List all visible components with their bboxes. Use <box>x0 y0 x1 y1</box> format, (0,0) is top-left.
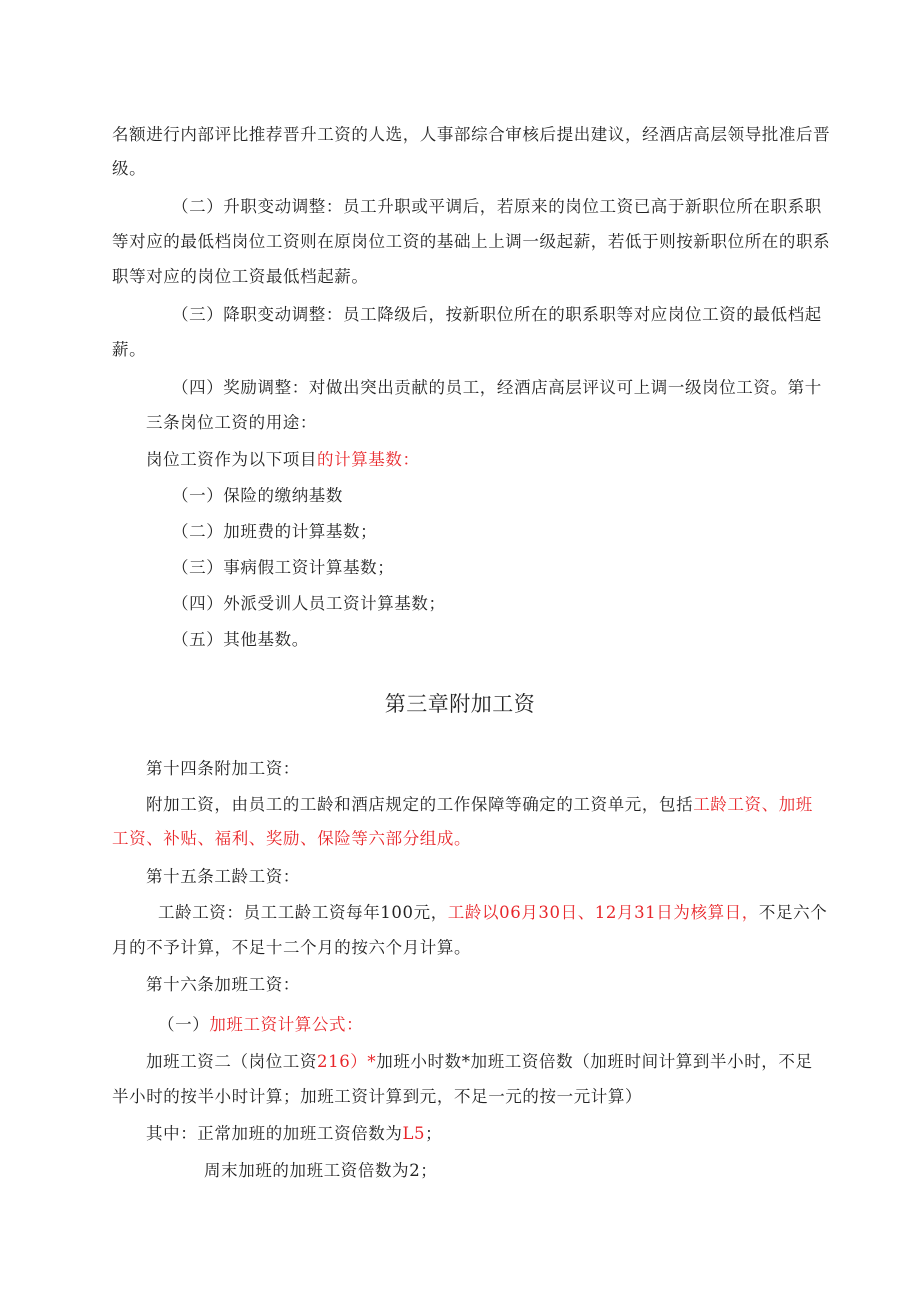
paragraph-line: 级。 <box>112 159 147 178</box>
paragraph-line: 等对应的最低档岗位工资则在原岗位工资的基础上上调一级起薪，若低于则按新职位所在的职系 <box>112 232 831 251</box>
text-normal: （一） <box>158 1015 210 1034</box>
text-normal: 不足六个 <box>758 903 828 922</box>
article-title: 第十六条加班工资： <box>146 975 300 994</box>
text-highlight: 工龄以06月30日、12月31日为核算日， <box>447 903 759 922</box>
text-highlight: L5 <box>402 1124 426 1143</box>
paragraph-line <box>146 1051 813 1073</box>
paragraph-line: 职等对应的岗位工资最低档起薪。 <box>112 267 369 286</box>
article-title: 第十四条附加工资： <box>146 759 300 778</box>
text-highlight: 216）* <box>317 1052 377 1071</box>
list-item: （四）外派受训人员工资计算基数； <box>172 594 446 613</box>
list-item: （五）其他基数。 <box>172 630 309 649</box>
text-highlight: 的计算基数： <box>317 450 420 469</box>
paragraph-line <box>146 794 813 816</box>
paragraph-line: （四）奖励调整：对做出突出贡献的员工，经酒店高层评议可上调一级岗位工资。第十 <box>172 378 822 397</box>
text-normal: 加班小时数*加班工资倍数（加班时间计算到半小时，不足 <box>376 1052 813 1071</box>
paragraph-line <box>158 902 827 924</box>
text-normal: 加班工资二（岗位工资 <box>146 1052 317 1071</box>
paragraph-line <box>146 1123 442 1145</box>
article-title: 第十五条工龄工资： <box>146 867 300 886</box>
list-item: （二）加班费的计算基数； <box>172 522 378 541</box>
paragraph-line <box>112 828 471 850</box>
text-normal: 岗位工资作为以下项目 <box>146 450 317 469</box>
text-normal: ； <box>425 1124 443 1143</box>
paragraph-line: （三）降职变动调整：员工降级后，按新职位所在的职系职等对应岗位工资的最低档起 <box>172 305 822 324</box>
paragraph-line: 名额进行内部评比推荐晋升工资的人选，人事部综合审核后提出建议，经酒店高层领导批准后晋 <box>112 125 831 144</box>
paragraph-line: 半小时的按半小时计算；加班工资计算到元，不足一元的按一元计算） <box>112 1087 643 1106</box>
paragraph-line <box>146 449 420 471</box>
list-item: （一）保险的缴纳基数 <box>172 486 343 505</box>
formula-label <box>158 1014 363 1036</box>
text-normal: 附加工资，由员工的工龄和酒店规定的工作保障等确定的工资单元，包括 <box>146 795 694 814</box>
text-normal: 其中：正常加班的加班工资倍数为 <box>146 1124 403 1143</box>
paragraph-line: 月的不予计算，不足十二个月的按六个月计算。 <box>112 938 472 957</box>
paragraph-line: 三条岗位工资的用途： <box>146 413 317 432</box>
list-item: （三）事病假工资计算基数； <box>172 558 395 577</box>
text-normal: 工龄工资：员工工龄工资每年100元， <box>158 903 448 922</box>
text-highlight: 工资、补贴、福利、奖励、保险等六部分组成。 <box>112 829 472 848</box>
text-highlight: 工龄工资、加班 <box>693 795 813 814</box>
text-highlight: 加班工资计算公式： <box>209 1015 364 1034</box>
chapter-title: 第三章附加工资 <box>384 692 536 716</box>
paragraph-line: （二）升职变动调整：员工升职或平调后，若原来的岗位工资已高于新职位所在职系职 <box>172 197 822 216</box>
paragraph-line: 薪。 <box>112 340 147 359</box>
paragraph-line: 周末加班的加班工资倍数为2； <box>204 1161 438 1180</box>
